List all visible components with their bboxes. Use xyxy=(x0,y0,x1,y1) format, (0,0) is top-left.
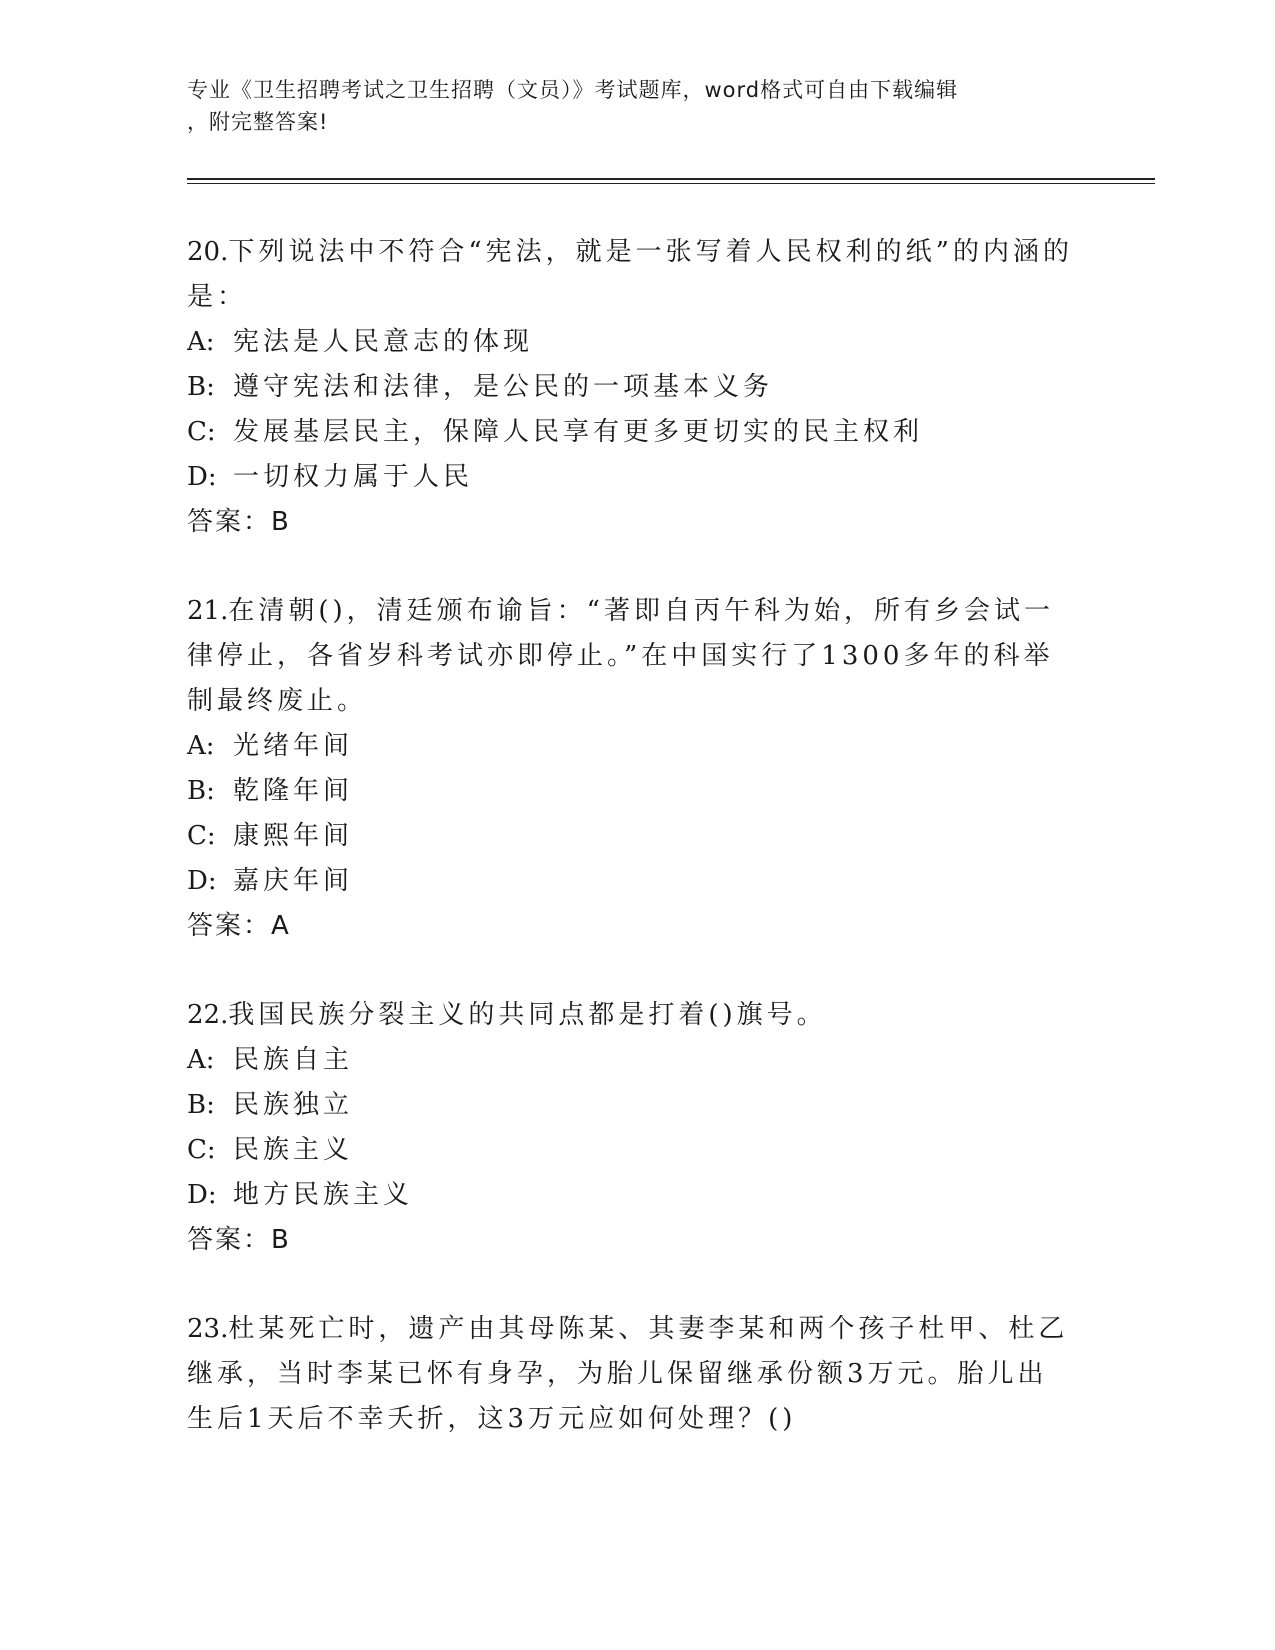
answer-label: 答案： xyxy=(187,1225,272,1255)
option-key: D: xyxy=(187,462,217,492)
option-d xyxy=(187,859,1077,904)
option-c xyxy=(187,814,1077,859)
option-key: C: xyxy=(187,1135,216,1165)
question-22 xyxy=(187,993,1077,1263)
question-stem xyxy=(187,230,1077,320)
option-list xyxy=(187,724,1077,904)
document-page xyxy=(187,0,1077,1650)
option-key: B: xyxy=(187,1090,215,1120)
option-b xyxy=(187,1083,1077,1128)
answer-label: 答案： xyxy=(187,911,272,941)
answer-line xyxy=(187,500,1077,545)
option-key: D: xyxy=(187,1180,217,1210)
question-number: 22. xyxy=(187,1000,229,1030)
header-line-2: ，附完整答案! xyxy=(187,110,329,134)
question-stem xyxy=(187,993,1077,1038)
option-key: B: xyxy=(187,372,215,402)
option-a xyxy=(187,724,1077,769)
option-key: A: xyxy=(187,327,215,357)
option-c xyxy=(187,1128,1077,1173)
question-text: 我国民族分裂主义的共同点都是打着()旗号。 xyxy=(228,1000,827,1030)
option-a xyxy=(187,1038,1077,1083)
option-key: B: xyxy=(187,776,215,806)
option-text: 民族主义 xyxy=(233,1135,354,1165)
question-stem xyxy=(187,1307,1077,1442)
option-text: 宪法是人民意志的体现 xyxy=(233,327,534,357)
option-text: 地方民族主义 xyxy=(233,1180,414,1210)
document-header xyxy=(187,74,1067,138)
option-a xyxy=(187,320,1077,365)
question-stem xyxy=(187,589,1077,724)
question-21 xyxy=(187,589,1077,949)
answer-label: 答案： xyxy=(187,507,272,537)
question-20 xyxy=(187,230,1077,545)
question-number: 21. xyxy=(187,596,229,626)
question-text: 在清朝()，清廷颁布谕旨：“著即自丙午科为始，所有乡会试一律停止，各省岁科考试亦即停止。”在中国实行了1300多年的科举制最终废止。 xyxy=(187,596,1054,716)
option-b xyxy=(187,365,1077,410)
option-text: 康熙年间 xyxy=(233,821,354,851)
answer-line xyxy=(187,904,1077,949)
header-line-1: 专业《卫生招聘考试之卫生招聘（文员）》考试题库，word格式可自由下载编辑 xyxy=(187,78,959,102)
question-text: 下列说法中不符合“宪法，就是一张写着人民权利的纸”的内涵的是： xyxy=(187,237,1073,312)
option-key: C: xyxy=(187,417,216,447)
option-text: 民族独立 xyxy=(233,1090,354,1120)
option-key: A: xyxy=(187,731,215,761)
option-list xyxy=(187,1038,1077,1218)
option-d xyxy=(187,455,1077,500)
option-text: 民族自主 xyxy=(233,1045,354,1075)
answer-value: B xyxy=(271,1225,291,1255)
header-divider-top xyxy=(187,178,1155,180)
option-key: C: xyxy=(187,821,216,851)
option-text: 嘉庆年间 xyxy=(233,866,354,896)
option-text: 一切权力属于人民 xyxy=(233,462,474,492)
option-d xyxy=(187,1173,1077,1218)
option-text: 发展基层民主，保障人民享有更多更切实的民主权利 xyxy=(233,417,924,447)
option-key: D: xyxy=(187,866,217,896)
answer-line xyxy=(187,1218,1077,1263)
question-23 xyxy=(187,1307,1077,1442)
question-number: 20. xyxy=(187,237,229,267)
option-c xyxy=(187,410,1077,455)
answer-value: B xyxy=(271,507,291,537)
question-text: 杜某死亡时，遗产由其母陈某、其妻李某和两个孩子杜甲、杜乙继承，当时李某已怀有身孕，为胎儿保留继承份额3万元。胎儿出生后1天后不幸夭折，这3万元应如何处理？() xyxy=(187,1314,1069,1434)
header-divider-bottom xyxy=(187,183,1155,184)
option-key: A: xyxy=(187,1045,215,1075)
option-text: 光绪年间 xyxy=(233,731,354,761)
option-text: 乾隆年间 xyxy=(233,776,354,806)
option-list xyxy=(187,320,1077,500)
question-list xyxy=(187,230,1077,1486)
answer-value: A xyxy=(271,911,291,941)
option-text: 遵守宪法和法律，是公民的一项基本义务 xyxy=(233,372,774,402)
option-b xyxy=(187,769,1077,814)
question-number: 23. xyxy=(187,1314,229,1344)
